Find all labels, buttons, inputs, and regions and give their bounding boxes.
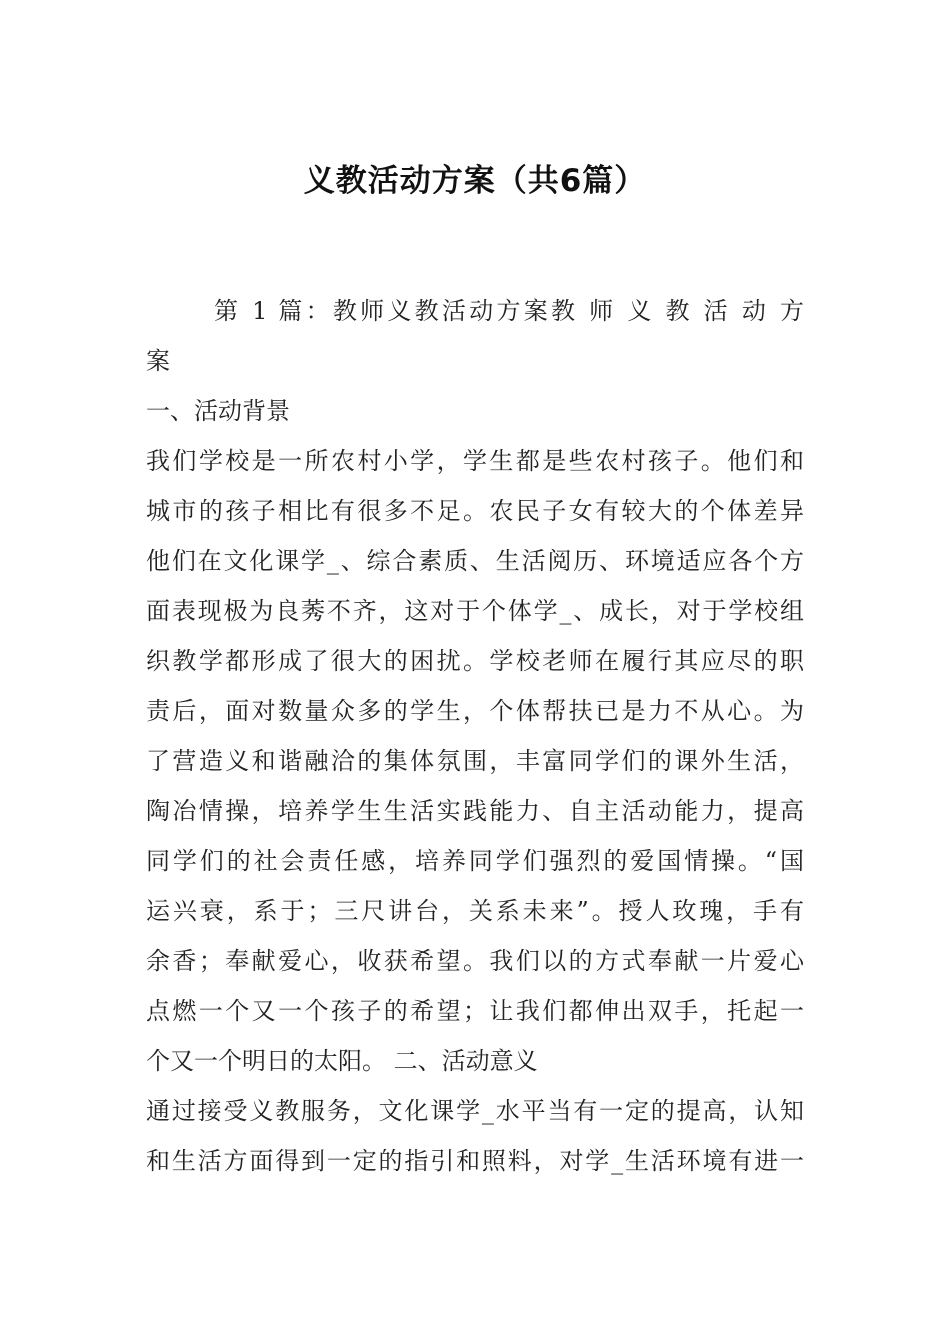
text-line: 运兴衰，系于；三尺讲台，关系未来”。授人玫瑰，手有 bbox=[146, 897, 804, 925]
text-line: 案 bbox=[146, 347, 170, 375]
text-line: 织教学都形成了很大的困扰。学校老师在履行其应尽的职 bbox=[146, 647, 804, 675]
text-line: 同学们的社会责任感，培养同学们强烈的爱国情操。“国 bbox=[146, 847, 804, 875]
text-line: 和生活方面得到一定的指引和照料，对学_生活环境有进一 bbox=[146, 1147, 804, 1175]
text-line: 余香；奉献爱心，收获希望。我们以的方式奉献一片爱心 bbox=[146, 947, 804, 975]
text-line: 我们学校是一所农村小学，学生都是些农村孩子。他们和 bbox=[146, 447, 804, 475]
text-line: 点燃一个又一个孩子的希望；让我们都伸出双手，托起一 bbox=[146, 997, 804, 1025]
text-line: 陶冶情操，培养学生生活实践能力、自主活动能力，提高 bbox=[146, 797, 804, 825]
text-line: 了营造义和谐融洽的集体氛围，丰富同学们的课外生活， bbox=[146, 747, 804, 775]
text-line: 城市的孩子相比有很多不足。农民子女有较大的个体差异 bbox=[146, 497, 804, 525]
text-line: 责后，面对数量众多的学生，个体帮扶已是力不从心。为 bbox=[146, 697, 804, 725]
text-line: 面表现极为良莠不齐，这对于个体学_、成长，对于学校组 bbox=[146, 597, 804, 625]
text-line: 个又一个明日的太阳。 二、活动意义 bbox=[146, 1047, 538, 1075]
text-line: 他们在文化课学_、综合素质、生活阅历、环境适应各个方 bbox=[146, 547, 804, 575]
text-line: 通过接受义教服务，文化课学_水平当有一定的提高，认知 bbox=[146, 1097, 804, 1125]
document-body bbox=[146, 286, 804, 1186]
section-heading: 一、活动背景 bbox=[146, 397, 290, 425]
document-title: 义教活动方案（共6篇） bbox=[303, 163, 647, 199]
text-line: 第 1 篇：教师义教活动方案教 师 义 教 活 动 方 bbox=[214, 297, 804, 325]
